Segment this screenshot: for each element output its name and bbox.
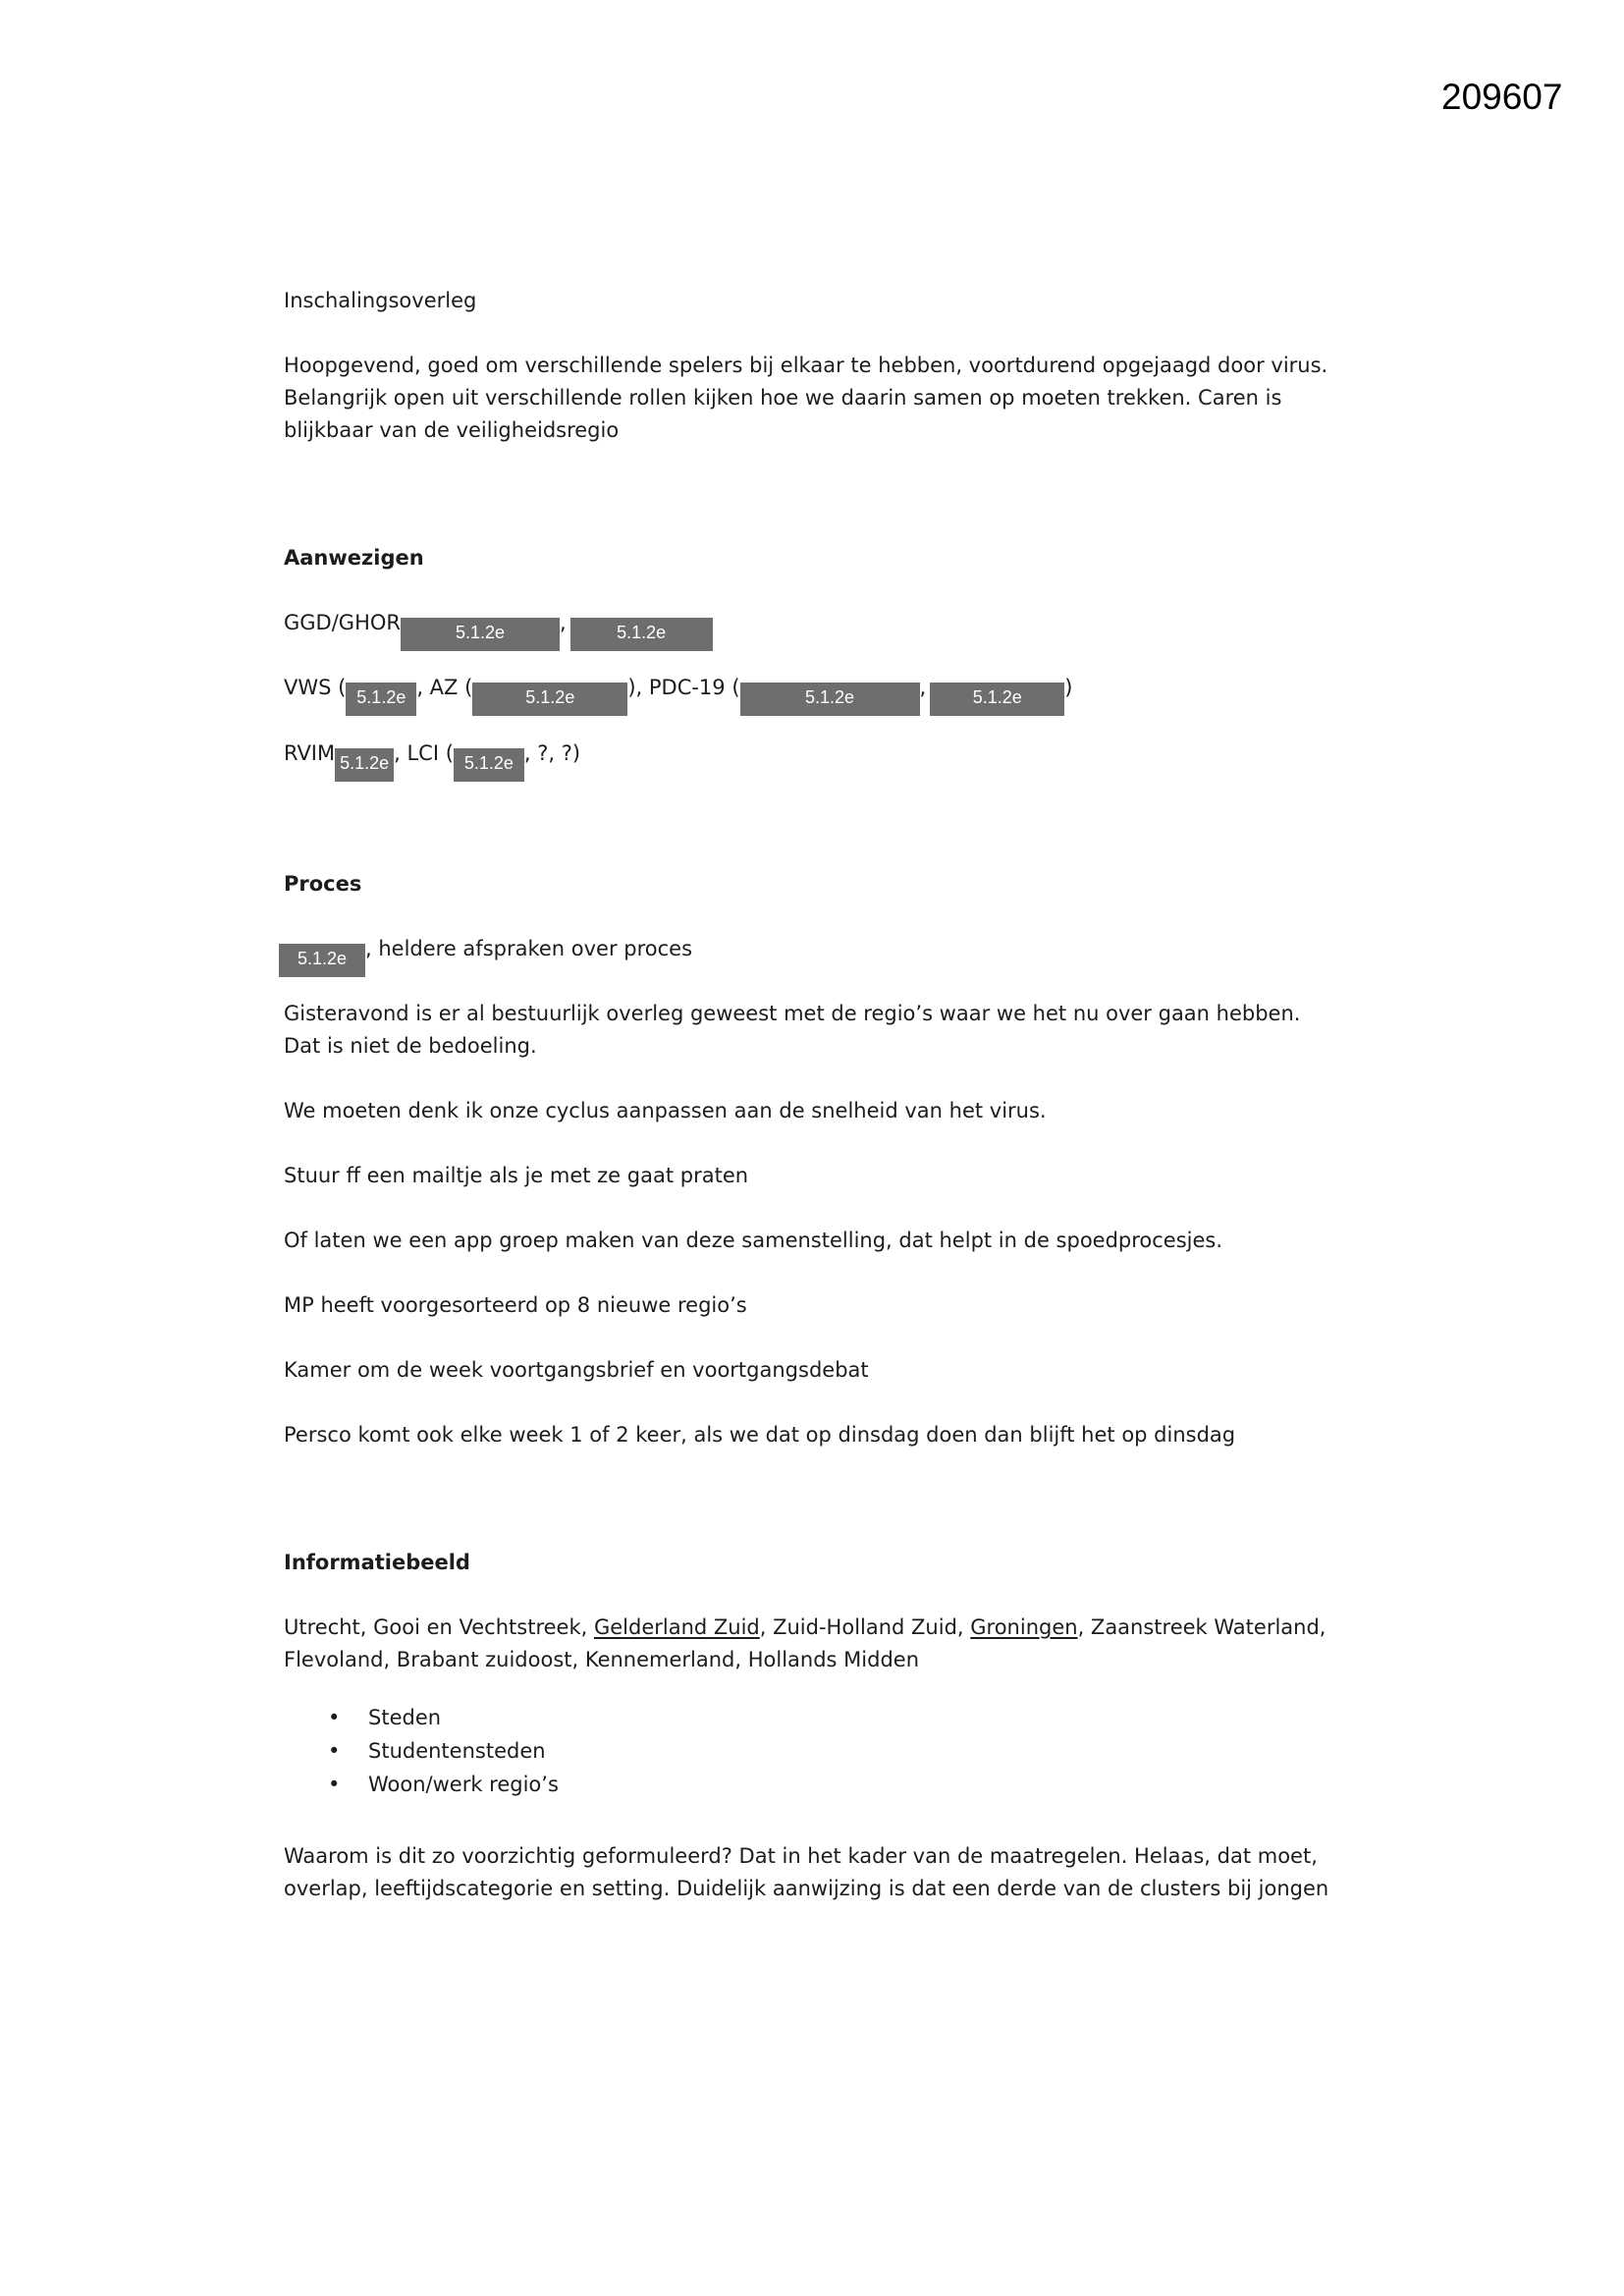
waarom-line-1: Waarom is dit zo voorzichtig geformuleerd? Dat in het kader van de maatregelen. Helaas, dat moet, <box>284 1844 1318 1868</box>
attendees-vws <box>284 672 1072 716</box>
closing-paren: ) <box>1064 676 1073 699</box>
proces-para-2-line-1: Gisteravond is er al bestuurlijk overleg geweest met de regio’s waar we het nu over gaan hebben. <box>284 1002 1301 1025</box>
bullet-icon: • <box>328 1706 341 1729</box>
proces-para-7: Kamer om de week voortgangsbrief en voortgangsdebat <box>284 1358 869 1382</box>
bullet-icon: • <box>328 1773 341 1796</box>
regions-line-2: Flevoland, Brabant zuidoost, Kennemerland, Hollands Midden <box>284 1648 920 1671</box>
redaction-block: 5.1.2e <box>454 748 524 782</box>
label-pdc-19: ), PDC-19 ( <box>627 676 740 699</box>
list-item <box>284 1701 559 1734</box>
proces-line-1-text: , heldere afspraken over proces <box>365 937 693 960</box>
proces-para-3: We moeten denk ik onze cyclus aanpassen aan de snelheid van het virus. <box>284 1099 1047 1122</box>
label-az: , AZ ( <box>416 676 473 699</box>
redaction-block: 5.1.2e <box>570 618 713 651</box>
redaction-block: 5.1.2e <box>740 683 920 716</box>
proces-para-8: Persco komt ook elke week 1 of 2 keer, als we dat op dinsdag doen dan blijft het op dinsdag <box>284 1423 1236 1447</box>
attendees-ggd <box>284 607 713 651</box>
redaction-block: 5.1.2e <box>346 683 416 716</box>
label-rvim: RVIM <box>284 741 336 765</box>
proces-line-1 <box>279 933 692 977</box>
label-lci: , LCI ( <box>394 741 454 765</box>
waarom-line-2: overlap, leeftijdscategorie en setting. Duidelijk aanwijzing is dat een derde van de clusters bij jongen <box>284 1877 1329 1900</box>
document-number: 209607 <box>1441 77 1563 117</box>
intro-line-3: blijkbaar van de veiligheidsregio <box>284 418 620 442</box>
redaction-block: 5.1.2e <box>335 748 394 782</box>
proces-para-4: Stuur ff een mailtje als je met ze gaat praten <box>284 1164 749 1187</box>
bullet-list <box>284 1701 559 1801</box>
list-item <box>284 1734 559 1768</box>
heading-informatiebeeld: Informatiebeeld <box>284 1551 470 1574</box>
regions-text: , Zuid-Holland Zuid, <box>759 1615 971 1639</box>
separator-comma: , <box>919 676 927 699</box>
redaction-block: 5.1.2e <box>930 683 1064 716</box>
regions-text: Utrecht, Gooi en Vechtstreek, <box>284 1615 594 1639</box>
list-item-text: Studentensteden <box>368 1739 546 1763</box>
redaction-block: 5.1.2e <box>279 944 365 977</box>
label-vws: VWS ( <box>284 676 347 699</box>
regions-text: , Zaanstreek Waterland, <box>1077 1615 1326 1639</box>
list-item-text: Woon/werk regio’s <box>368 1773 559 1796</box>
intro-line-2: Belangrijk open uit verschillende rollen kijken hoe we daarin samen op moeten trekken. Caren is <box>284 386 1282 410</box>
separator-comma: , <box>559 611 567 634</box>
bullet-icon: • <box>328 1739 341 1763</box>
lci-tail: , ?, ?) <box>523 741 581 765</box>
heading-aanwezigen: Aanwezigen <box>284 546 424 570</box>
redaction-block: 5.1.2e <box>401 618 560 651</box>
redaction-block: 5.1.2e <box>472 683 627 716</box>
regions-line-1 <box>284 1612 1326 1644</box>
region-gelderland-zuid: Gelderland Zuid <box>593 1615 760 1639</box>
intro-line-1: Hoopgevend, goed om verschillende spelers bij elkaar te hebben, voortdurend opgejaagd door virus. <box>284 354 1328 377</box>
list-item <box>284 1768 559 1801</box>
proces-para-2-line-2: Dat is niet de bedoeling. <box>284 1034 537 1058</box>
attendees-rvim <box>284 738 580 782</box>
heading-proces: Proces <box>284 872 362 896</box>
document-title: Inschalingsoverleg <box>284 289 477 312</box>
proces-para-5: Of laten we een app groep maken van deze samenstelling, dat helpt in de spoedprocesjes. <box>284 1229 1223 1252</box>
list-item-text: Steden <box>368 1706 442 1729</box>
region-groningen: Groningen <box>970 1615 1078 1639</box>
proces-para-6: MP heeft voorgesorteerd op 8 nieuwe regio’s <box>284 1293 747 1317</box>
label-ggd-ghor: GGD/GHOR <box>284 611 401 634</box>
